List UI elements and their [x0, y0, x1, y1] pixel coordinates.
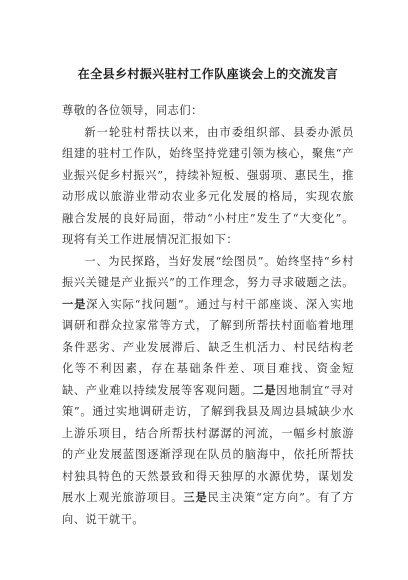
document-title: 在全县乡村振兴驻村工作队座谈会上的交流发言 — [77, 67, 339, 81]
point-2-text: 因地制宜“寻对策”。通过实地调研走访，了解到我县及周边县城缺少水上游乐项目，结合所帮扶村潺潺的河流，一幅乡村旅游的产业发展蓝图逐渐浮现在队员的脑海中，依托所帮扶村独具特色的天然景致和得天独厚的水源优势，谋划发展水上观光旅游项目。 — [62, 383, 354, 504]
paragraph-1: 新一轮驻村帮扶以来，由市委组织部、县委办派员组建的驻村工作队，始终坚持党建引领为核心，聚焦“产业振兴促乡村振兴”，持续补短板、强弱项、惠民生，推动形成以旅游业带动农业多元化发展的格局，实现农旅融合发展的良好局面，带动“小村庄”发生了“大变化”。现将有关工作进展情况汇报如下： — [62, 125, 354, 246]
point-1-lead: 一是 — [62, 297, 87, 311]
point-2-lead: 二是 — [252, 383, 277, 397]
document-body — [62, 100, 354, 530]
paragraph-2 — [62, 251, 354, 531]
paragraph-2-intro: 一、为民探路，当好发展“绘图员”。始终坚持“乡村振兴关键是产业振兴”的工作理念，努力寻求破题之法。 — [62, 254, 354, 289]
point-1-text: 深入实际“找问题”。通过与村干部座谈、深入实地调研和群众拉家常等方式，了解到所帮扶村面临着地理条件恶劣、产业发展滞后、缺乏生机活力、村民结构老化等不利因素，存在基础条件差、项目难找、资金短缺、产业难以持续发展等客观问题。 — [62, 297, 354, 397]
point-3-text: 民主决策“定方向”。有了方向、说干就干。 — [62, 491, 354, 526]
salutation: 尊敬的各位领导，同志们： — [62, 104, 203, 117]
point-3-lead: 三是 — [183, 491, 208, 504]
